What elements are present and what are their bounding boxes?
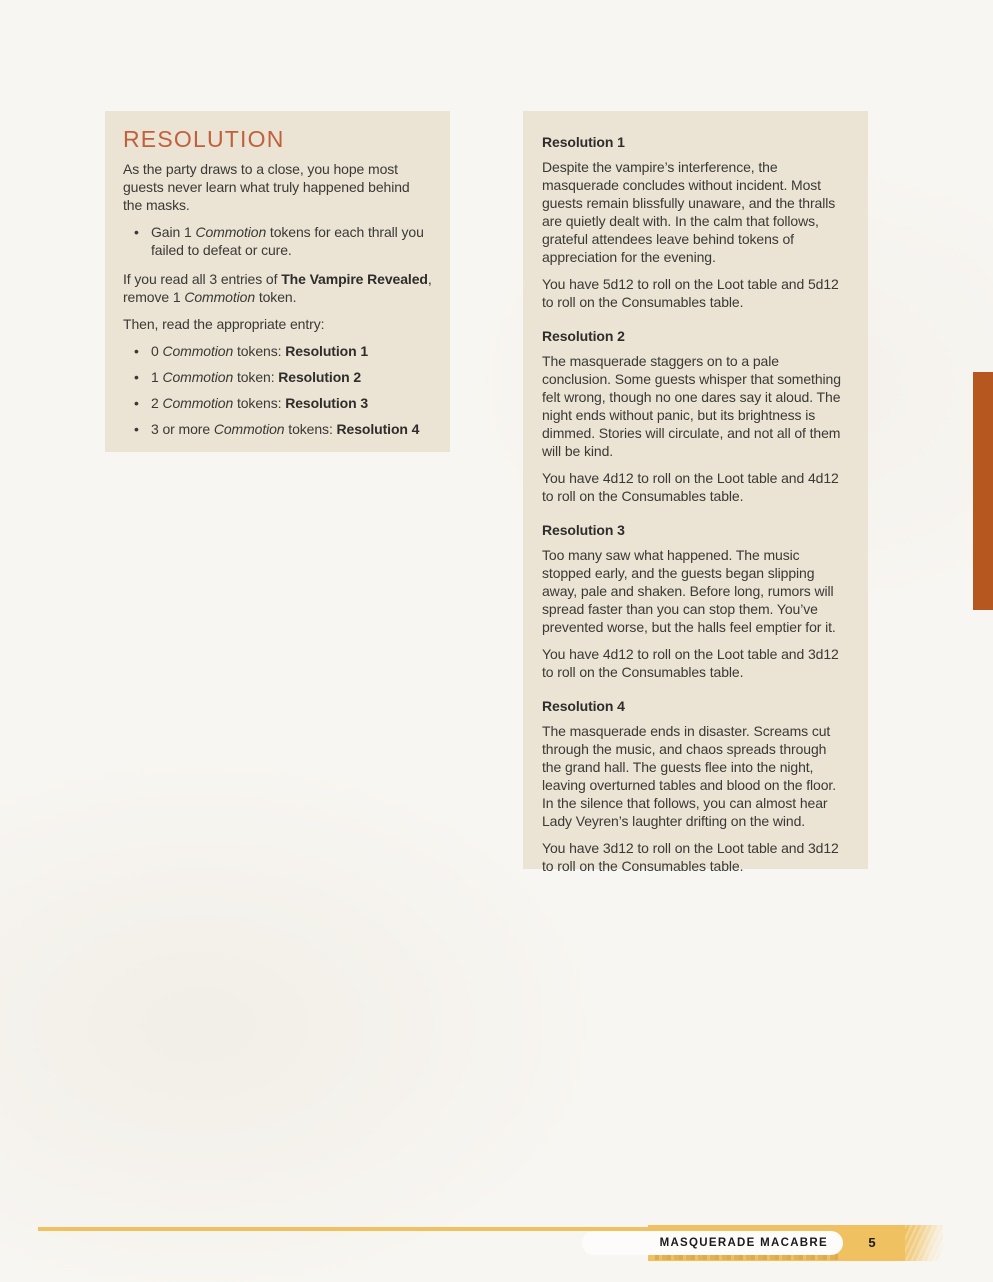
resolution-3-section [542,521,849,681]
list-item-text: 2 Commotion tokens: Resolution 3 [151,395,369,411]
resolution-entry-body: Despite the vampire’s interference, the masquerade concludes without incident. Most guests remain blissfully unaware, and the thralls are quietly dealt with. In the calm that follows, grateful attendees leave behind tokens of appreciation for the evening. [542,159,836,265]
resolution-2-section [542,327,849,505]
list-item [123,420,432,438]
list-item [123,342,432,360]
resolution-intro: As the party draws to a close, you hope most guests never learn what truly happened behind the masks. [123,161,410,213]
bullet-icon: • [134,421,139,437]
list-item [123,223,432,259]
bullet-icon: • [134,224,139,240]
gain-token-list [123,223,432,259]
list-item [123,368,432,386]
resolution-entry-title: Resolution 1 [542,134,625,150]
entry-list [123,342,432,438]
footer-gold-bar-brush-edge [905,1225,943,1261]
resolution-1-section [542,133,849,311]
resolution-entry-dice: You have 5d12 to roll on the Loot table and 5d12 to roll on the Consumables table. [542,276,839,310]
resolution-entries-panel [523,111,868,874]
list-item-text: 1 Commotion token: Resolution 2 [151,369,362,385]
resolution-entry-body: The masquerade ends in disaster. Screams cut through the music, and chaos spreads through the grand hall. The guests flee into the night, leaving overturned tables and blood on the floor. In the silence that follows, you can almost hear Lady Veyren’s laughter drifting on the wind. [542,723,836,829]
list-item-text: Gain 1 Commotion tokens for each thrall you failed to defeat or cure. [151,224,424,258]
page-number: 5 [868,1235,876,1250]
chapter-tab [973,372,993,610]
bullet-icon: • [134,395,139,411]
resolution-entry-title: Resolution 3 [542,522,625,538]
list-item-text: 3 or more Commotion tokens: Resolution 4 [151,421,420,437]
list-item-text: 0 Commotion tokens: Resolution 1 [151,343,369,359]
resolution-entry-dice: You have 4d12 to roll on the Loot table and 4d12 to roll on the Consumables table. [542,470,839,504]
resolution-entry-body: Too many saw what happened. The music stopped early, and the guests began slipping away, pale and shaken. Before long, rumors will spread faster than you can stop them. You’ve prevented worse, but the halls feel emptier for it. [542,547,836,635]
bullet-icon: • [134,343,139,359]
resolution-entry-dice: You have 4d12 to roll on the Loot table and 3d12 to roll on the Consumables table. [542,646,839,680]
resolution-4-section [542,697,849,875]
resolution-entry-body: The masquerade staggers on to a pale conclusion. Some guests whisper that something felt wrong, though no one dares say it aloud. The night ends without panic, but its brightness is dimmed. Stories will circulate, and not all of them will be kind. [542,353,841,459]
list-item [123,394,432,412]
resolution-entry-dice: You have 3d12 to roll on the Loot table and 3d12 to roll on the Consumables table. [542,840,839,874]
vampire-revealed-note: If you read all 3 entries of The Vampire Revealed, remove 1 Commotion token. [123,271,432,305]
resolution-entry-title: Resolution 2 [542,328,625,344]
bullet-icon: • [134,369,139,385]
entry-instruction: Then, read the appropriate entry: [123,316,325,332]
booklet-title: MASQUERADE MACABRE [659,1237,828,1249]
booklet-title-pill [582,1231,843,1255]
section-title: RESOLUTION [123,126,285,152]
resolution-entry-title: Resolution 4 [542,698,625,714]
resolution-panel [105,111,450,452]
